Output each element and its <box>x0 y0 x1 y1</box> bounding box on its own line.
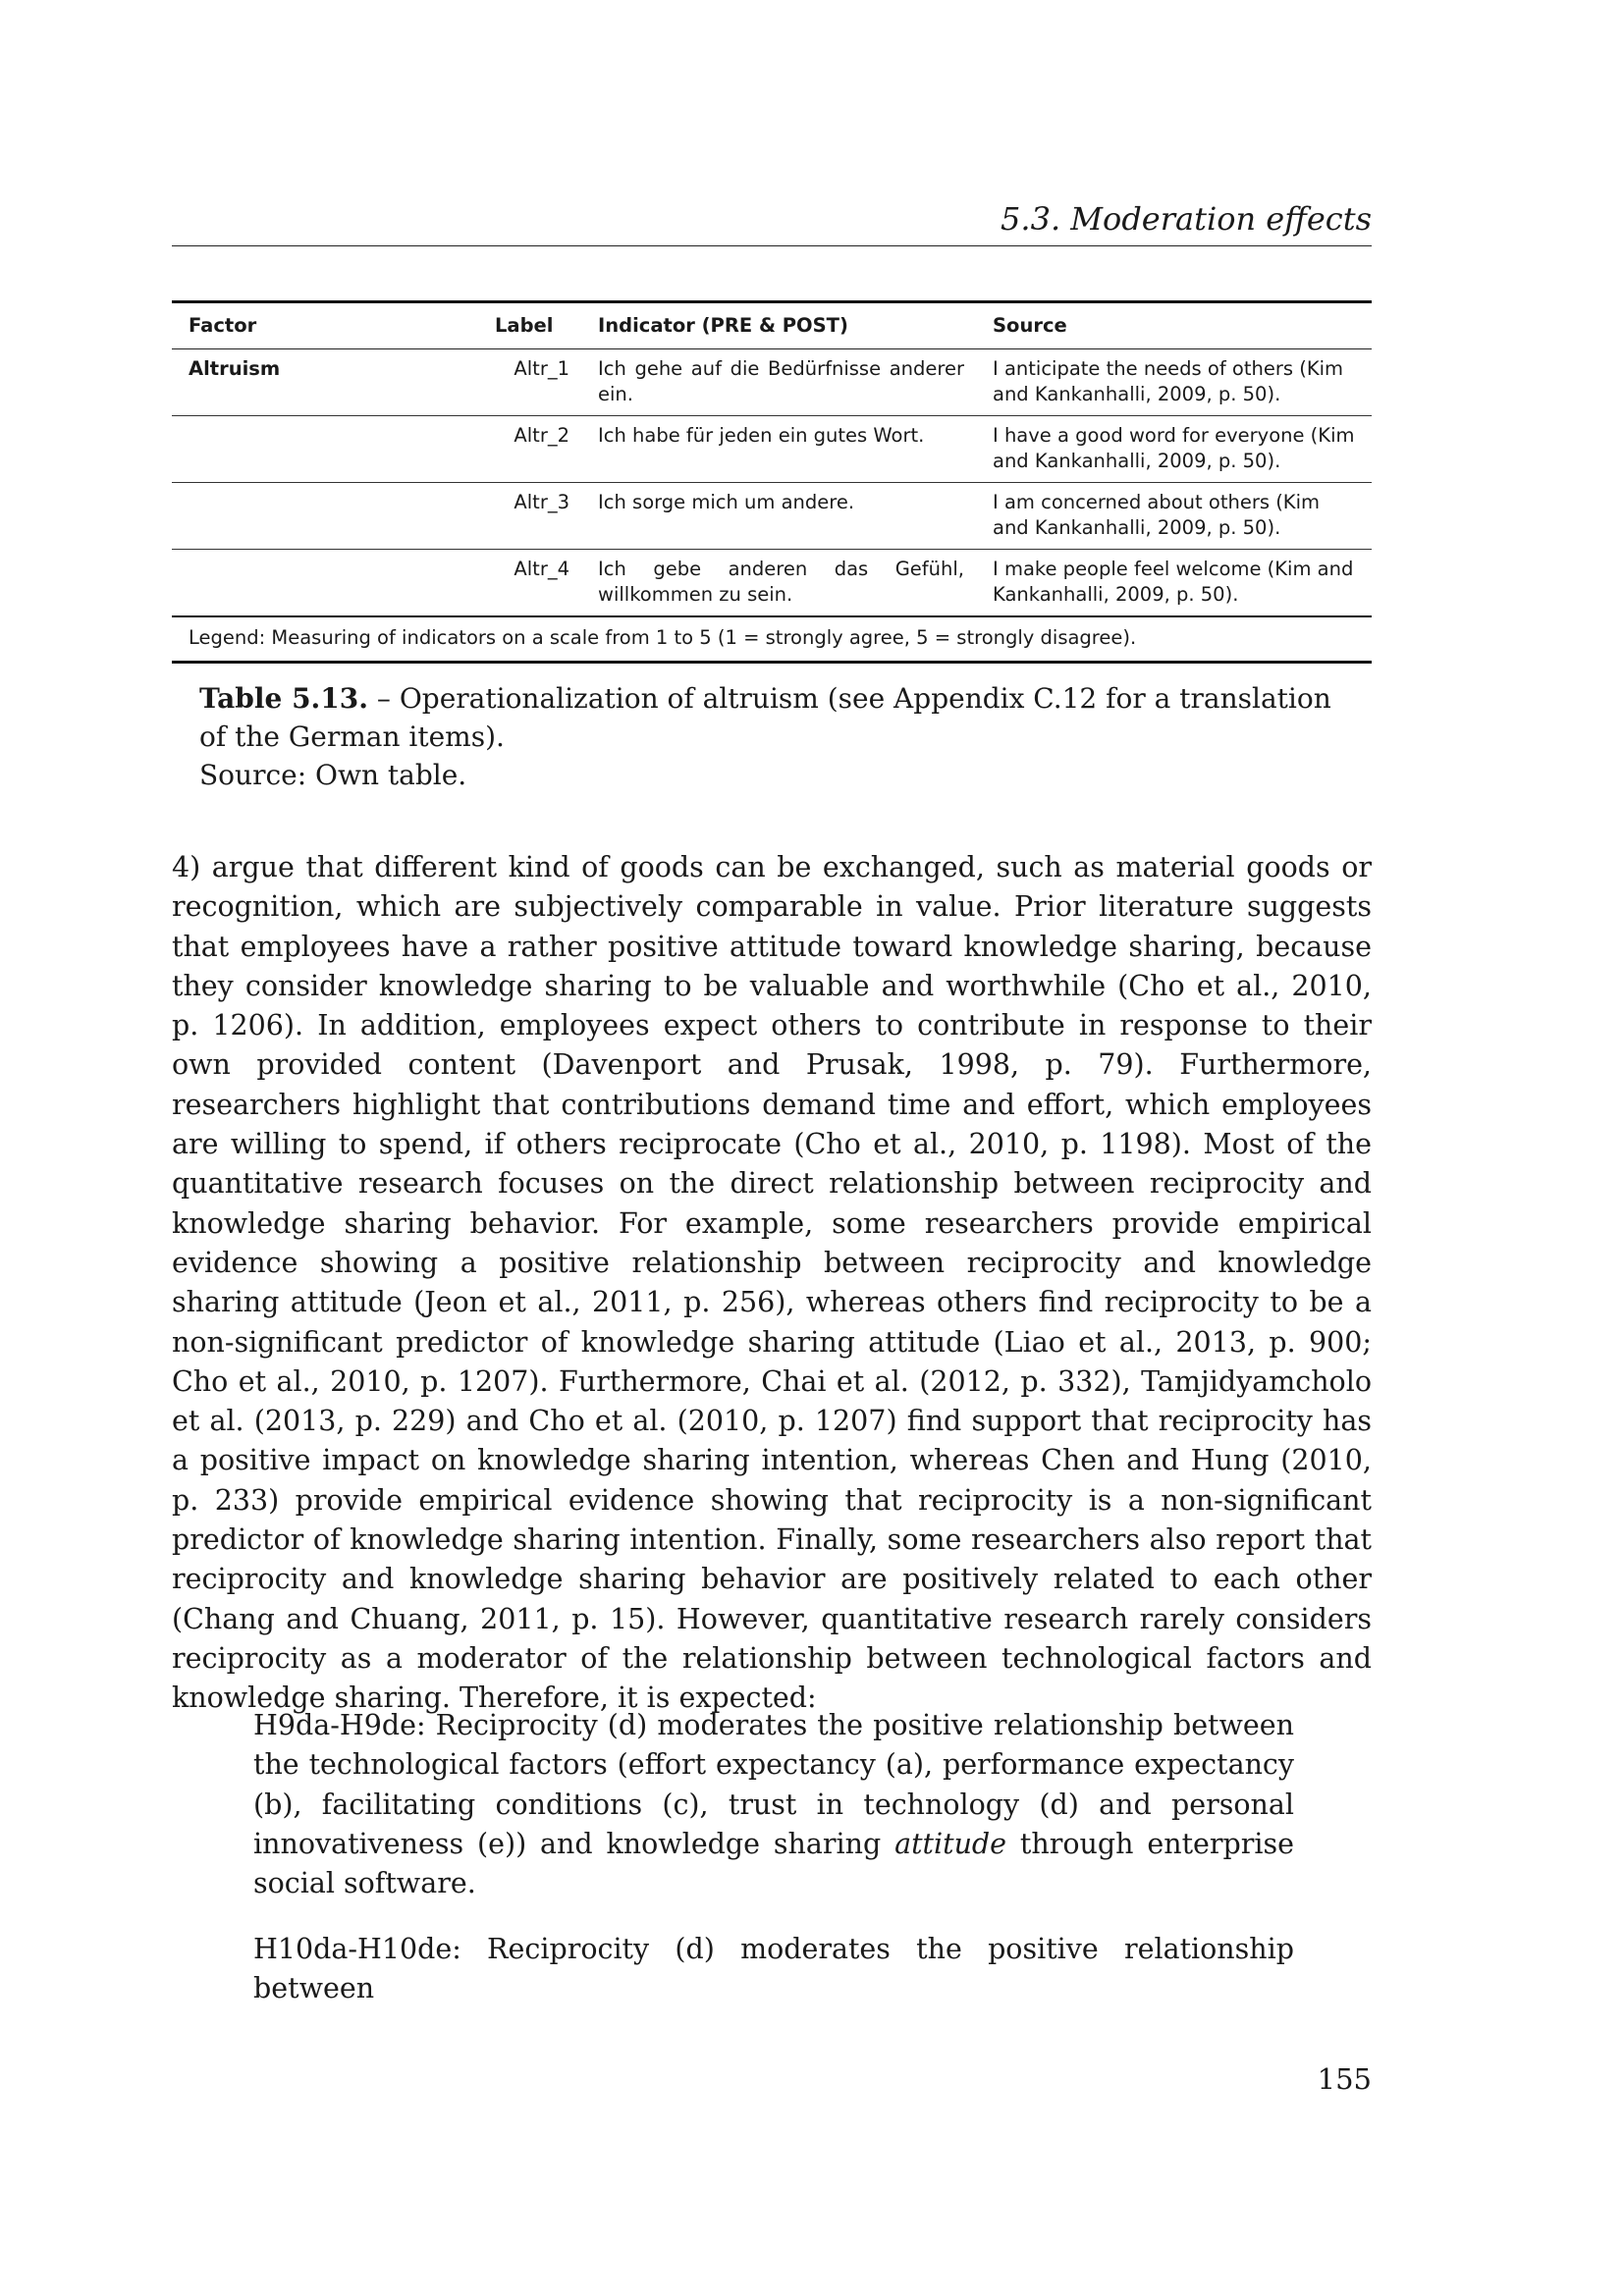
column-header-source: Source <box>993 314 1067 337</box>
body-paragraph: 4) argue that different kind of goods can be exchanged, such as material goods or recognition, which are subjectively comparable in value. Prior literature suggests that employees have a rather positive attitude toward knowledge sharing, because they consider knowledge sharing to be valuable and worthwhile (Cho et al., 2010, p. 1206). In addition, employees expect others to contribute in response to their own provided content (Davenport and Prusak, 1998, p. 79). Furthermore, researchers highlight that contributions demand time and effort, which employees are willing to spend, if others reciprocate (Cho et al., 2010, p. 1198). Most of the quantitative research focuses on the direct relationship between reciprocity and knowledge sharing behavior. For example, some researchers provide empirical evidence showing a positive relationship between reciprocity and knowledge sharing attitude (Jeon et al., 2011, p. 256), whereas others find reciprocity to be a non-significant predictor of knowledge sharing attitude (Liao et al., 2013, p. 900; Cho et al., 2010, p. 1207). Furthermore, Chai et al. (2012, p. 332), Tamjidyamcholo et al. (2013, p. 229) and Cho et al. (2010, p. 1207) find support that reciprocity has a positive impact on knowledge sharing intention, whereas Chen and Hung (2010, p. 233) provide empirical evidence showing that reciprocity is a non-significant predictor of knowledge sharing intention. Finally, some researchers also report that reciprocity and knowledge sharing behavior are positively related to each other (Chang and Chuang, 2011, p. 15). However, quantitative research rarely considers reciprocity as a moderator of the relationship between technological factors and knowledge sharing. Therefore, it is expected: <box>172 851 1372 1715</box>
indicator-cell: Ich sorge mich um andere. <box>598 491 855 513</box>
caption-source: Source: Own table. <box>199 759 467 791</box>
label-cell: Altr_4 <box>514 558 569 580</box>
table-header-row <box>172 302 1372 349</box>
source-cell: I am concerned about others (Kim and Kankanhalli, 2009, p. 50). <box>993 491 1321 539</box>
hypothesis-h9-emphasis: attitude <box>894 1827 1007 1860</box>
page-number: 155 <box>1317 2062 1372 2096</box>
table-row <box>172 416 1372 483</box>
label-cell: Altr_2 <box>514 424 569 447</box>
caption-text: – Operationalization of altruism (see Appendix C.12 for a translation of the German items). <box>199 682 1331 753</box>
column-header-indicator: Indicator (PRE & POST) <box>598 314 848 337</box>
hypothesis-h10: H10da-H10de: Reciprocity (d) moderates the positive relationship between <box>253 1933 1294 2005</box>
factor-cell <box>172 416 478 483</box>
indicator-cell: Ich gehe auf die Bedürfnisse anderer ein. <box>598 357 964 405</box>
column-header-label: Label <box>495 314 554 337</box>
operationalization-table <box>172 300 1372 664</box>
table-caption <box>199 679 1348 794</box>
hypothesis-h9-text: H9da-H9de: Reciprocity (d) moderates the positive relationship between the technological factors (effort expectancy (a), performance expectancy (b), facilitating conditions (c), trust in technology (d) and personal innovativeness (e)) and knowledge sharing <box>253 1709 1294 1860</box>
table-legend-row <box>172 616 1372 663</box>
source-cell: I make people feel welcome (Kim and Kankanhalli, 2009, p. 50). <box>993 558 1354 606</box>
table-row <box>172 550 1372 617</box>
factor-cell: Altruism <box>189 357 281 380</box>
operationalization-table-container <box>172 300 1372 664</box>
table-legend: Legend: Measuring of indicators on a scale from 1 to 5 (1 = strongly agree, 5 = strongly disagree). <box>172 616 1372 663</box>
column-header-factor: Factor <box>189 314 257 337</box>
hypothesis-h9-tail: through enterprise social software. <box>253 1827 1294 1900</box>
indicator-cell: Ich gebe anderen das Gefühl, willkommen zu sein. <box>598 558 964 606</box>
table-number: Table 5.13. <box>199 682 369 715</box>
label-cell: Altr_3 <box>514 491 569 513</box>
indicator-cell: Ich habe für jeden ein gutes Wort. <box>598 424 925 447</box>
label-cell: Altr_1 <box>514 357 569 380</box>
hypothesis-h9 <box>253 1706 1294 1903</box>
source-cell: I anticipate the needs of others (Kim and Kankanhalli, 2009, p. 50). <box>993 357 1344 405</box>
table-row <box>172 483 1372 550</box>
source-cell: I have a good word for everyone (Kim and Kankanhalli, 2009, p. 50). <box>993 424 1355 472</box>
table-row <box>172 349 1372 416</box>
factor-cell <box>172 550 478 617</box>
running-header: 5.3. Moderation effects <box>172 194 1372 246</box>
factor-cell <box>172 483 478 550</box>
